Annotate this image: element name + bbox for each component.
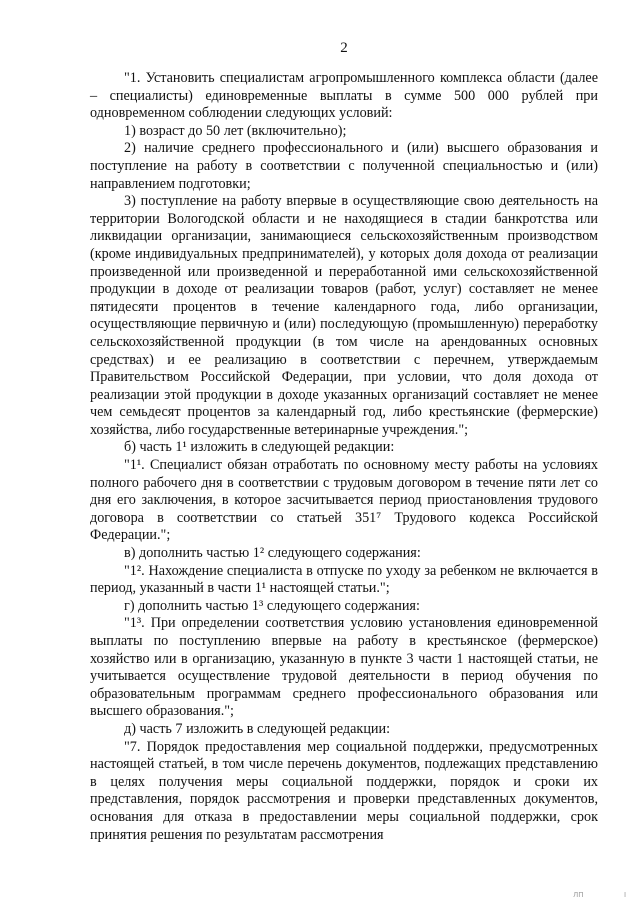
paragraph-7: в) дополнить частью 1² следующего содержания: <box>124 545 421 562</box>
document-page <box>90 40 598 844</box>
paragraph-6: "1¹. Специалист обязан отработать по основному месту работы на условиях полного рабочего дня в соответствии с трудовым договором в течение пяти лет со дня его заключения, в которое засчитывается период приостановления трудового договора в соответствии со статьей 351⁷ Трудового кодекса Российской Федерации."; <box>90 457 598 544</box>
paragraph-4: 3) поступление на работу впервые в осуществляющие свою деятельность на территории Вологодской области и не находящиеся в стадии банкротства или ликвидации организации, занимающиеся сельскохозяйственным производством (кроме индивидуальных предпринимателей), у которых доля дохода от реализации произведенной или произведенной и переработанной ими сельскохозяйственной продукции в доходе от реализации товаров (работ, услуг) составляет не менее пятидесяти процентов в течение календарного года, либо организации, осуществляющие первичную и (или) последующую (промышленную) переработку сельскохозяйственной продукции (в том числе на арендованных основных средствах) и ее реализацию в соответствии с перечнем, утверждаемым Правительством Российской Федерации, при условии, что доля дохода от реализации этой продукции в доходе указанных организаций составляет не менее чем семьдесят процентов за календарный год, либо крестьянские (фермерские) хозяйства, либо государственные ветеринарные учреждения."; <box>90 193 598 438</box>
paragraph-9: г) дополнить частью 1³ следующего содержания: <box>124 597 420 614</box>
paragraph-1: "1. Установить специалистам агропромышленного комплекса области (далее – специалисты) единовременные выплаты в сумме 500 000 рублей при одновременном соблюдении следующих условий: <box>90 70 598 122</box>
paragraph-12: "7. Порядок предоставления мер социальной поддержки, предусмотренных настоящей статьей, в том числе перечень документов, подлежащих представлению в целях получения меры социальной поддержки, порядок и сроки их представления, порядок рассмотрения и проверки представленных документов, основания для отказа в предоставлении меры социальной поддержки, срок принятия решения по результатам рассмотрения <box>90 738 598 843</box>
paragraph-8: "1². Нахождение специалиста в отпуске по уходу за ребенком не включается в период, указанный в части 1¹ настоящей статьи."; <box>90 562 598 597</box>
page-number: 2 <box>340 40 348 56</box>
paragraph-2: 1) возраст до 50 лет (включительно); <box>124 122 347 139</box>
paragraph-3: 2) наличие среднего профессионального и (или) высшего образования и поступление на работу в соответствии с полученной специальностью и (или) направлением подготовки; <box>90 140 598 192</box>
footer-mark-left: ЛП <box>573 891 584 899</box>
footer-mark-right: I <box>624 891 627 899</box>
paragraph-5: б) часть 1¹ изложить в следующей редакции: <box>124 439 395 456</box>
paragraph-10: "1³. При определении соответствия условию установления единовременной выплаты по поступлению впервые на работу в крестьянское (фермерское) хозяйство или в организацию, указанную в пункте 3 части 1 настоящей статьи, не учитывается осуществление трудовой деятельности в период обучения по образовательным программам среднего профессионального образования или высшего образования."; <box>90 615 598 720</box>
paragraph-11: д) часть 7 изложить в следующей редакции: <box>124 720 391 737</box>
